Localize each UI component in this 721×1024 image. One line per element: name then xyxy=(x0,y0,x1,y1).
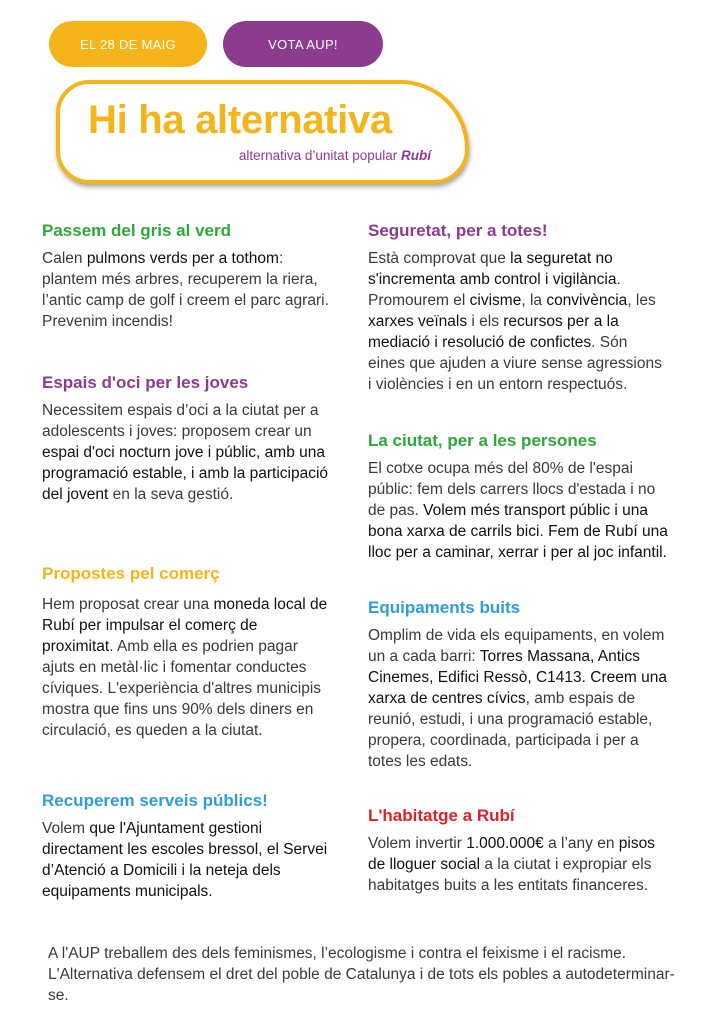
body-text: , la xyxy=(521,292,547,309)
body-text: , les xyxy=(627,292,656,309)
emphasis-text: pulmons verds per a tothom xyxy=(86,250,279,267)
emphasis-text: pisos de lloguer social xyxy=(368,835,655,873)
body-text: El cotxe ocupa més del 80% de l'espai públic: fem dels carrers llocs d'estada i no de pas. xyxy=(368,460,656,519)
section-heading: Espais d'oci per les joves xyxy=(42,373,249,392)
body-text: Omplim de vida els equipaments, en volem un a cada barri: xyxy=(368,627,665,665)
emphasis-text: Volem més transport públic i una bona xarxa de carrils bici xyxy=(368,502,649,540)
emphasis-text: civisme xyxy=(469,292,522,309)
section-heading: Equipaments buits xyxy=(368,598,521,617)
body-text: . xyxy=(539,523,549,540)
emphasis-text: la seguretat no s'incrementa amb control i vigilància xyxy=(368,250,617,288)
body-text: : plantem més arbres, recuperem la riera, l’antic camp de golf i creem el parc agrari. Prevenim incendis! xyxy=(42,250,329,330)
section-habitatge xyxy=(368,805,668,896)
date-badge: EL 28 DE MAIG xyxy=(49,21,207,67)
section-body xyxy=(368,625,668,772)
emphasis-text: que l'Ajuntament gestioni directament les escoles bressol, el Servei d’Atenció a Domicili i la neteja dels equipaments municipals. xyxy=(42,820,328,900)
emphasis-text: Fem de Rubí una lloc per a caminar, xerrar i per al joc infantil. xyxy=(368,523,668,561)
body-text: i els xyxy=(467,313,504,330)
section-body xyxy=(368,248,668,395)
vote-badge: VOTA AUP! xyxy=(223,21,383,67)
emphasis-text: convivència xyxy=(546,292,628,309)
brand-name: Rubí xyxy=(401,148,431,163)
body-text: Calen xyxy=(42,250,87,267)
section-heading: Seguretat, per a totes! xyxy=(368,221,548,240)
footer-statement: A l'AUP treballem des dels feminismes, l’ecologisme i contra el feixisme i el racisme. L'Alternativa defensem el dret del poble de Catalunya i de tots els pobles a autodeterminar-se. xyxy=(48,945,675,1004)
body-text: Volem invertir xyxy=(368,835,467,852)
section-serveis-publics xyxy=(42,790,332,902)
section-heading: Propostes pel comerç xyxy=(42,564,220,583)
section-ciutat-persones xyxy=(368,430,668,563)
body-text: a la ciutat i expropiar els habitatges buits a les entitats financeres. xyxy=(368,856,652,894)
section-heading: L'habitatge a Rubí xyxy=(368,806,515,825)
section-heading: Recuperem serveis públics! xyxy=(42,791,268,810)
emphasis-text: recursos per a la mediació i resolució de confictes xyxy=(368,313,619,351)
body-text: en la seva gestió. xyxy=(108,486,234,503)
page-title: Hi ha alternativa xyxy=(88,98,392,142)
body-text: . Amb ella es podrien pagar ajuts en metàl·lic i fomentar conductes cíviques. L'experiència d'altres municipis mostra que fins uns 90% dels diners en circulació, es queden a la ciutat. xyxy=(42,638,322,739)
section-oci-joves xyxy=(42,372,332,505)
body-text: Està comprovat que xyxy=(368,250,511,267)
section-body xyxy=(368,458,668,563)
body-text: a l’any en xyxy=(543,835,619,852)
body-text: Volem xyxy=(42,820,90,837)
body-text: Necessitem espais d’oci a la ciutat per a adolescents i joves: proposem crear un xyxy=(42,402,319,440)
body-text: , amb espais de reunió, estudi, i una programació estable, propera, coordinada, participada i per a totes les edats. xyxy=(368,690,653,770)
section-gris-verd xyxy=(42,220,332,332)
body-text: . Són eines que ajuden a viure sense agressions i violències i en un entorn respectuós. xyxy=(368,334,662,393)
section-heading: Passem del gris al verd xyxy=(42,221,231,240)
hero-subtitle xyxy=(239,148,431,163)
section-body xyxy=(368,833,668,896)
emphasis-text: Torres Massana, Antics Cinemes, Edifici Ressò, C1413. Creem una xarxa de centres cívics xyxy=(368,648,667,707)
section-body xyxy=(42,248,332,332)
section-body xyxy=(42,400,332,505)
emphasis-text: espai d'oci nocturn jove i públic, amb una programació estable, i amb la participació del jovent xyxy=(42,444,329,503)
section-seguretat xyxy=(368,220,668,395)
body-text: Hem proposat crear una xyxy=(42,596,214,613)
section-body xyxy=(42,594,332,741)
section-heading: La ciutat, per a les persones xyxy=(368,431,597,450)
subtitle-text: alternativa d’unitat popular xyxy=(238,148,398,163)
section-equipaments xyxy=(368,597,668,772)
hero-banner xyxy=(56,80,469,184)
emphasis-text: 1.000.000€ xyxy=(466,835,544,852)
section-body xyxy=(42,818,332,902)
section-comerc xyxy=(42,563,332,741)
body-text: . Promourem el xyxy=(368,271,621,309)
emphasis-text: moneda local de Rubí per impulsar el comerç de proximitat xyxy=(42,596,328,655)
emphasis-text: xarxes veïnals xyxy=(368,313,468,330)
